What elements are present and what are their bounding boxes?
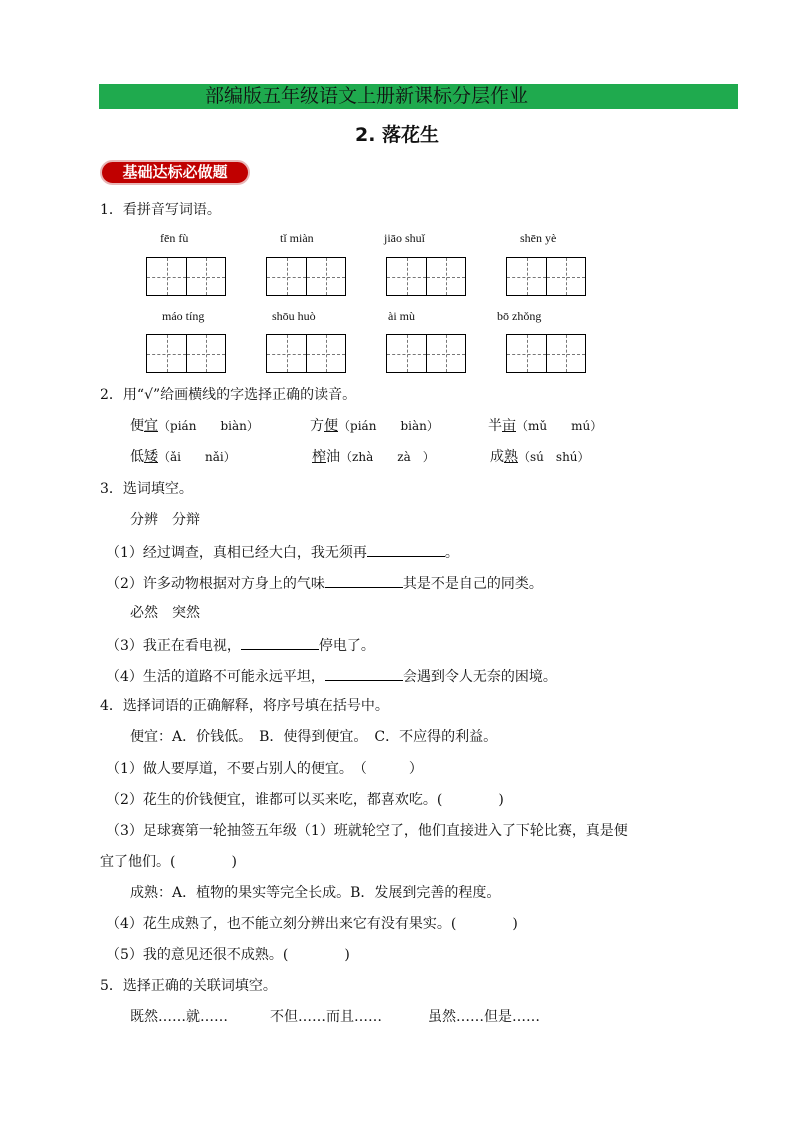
sentence: （3）我正在看电视， 停电了。 (106, 635, 375, 655)
q5-label: 5．选择正确的关联词填空。 (100, 978, 277, 994)
pinyin-7: ài mù (388, 309, 415, 323)
q4-label: 4．选择词语的正确解释，将序号填在括号中。 (100, 698, 389, 714)
writing-grid[interactable] (266, 257, 346, 296)
page-title: 2. 落花生 (354, 124, 440, 146)
section-badge: 基础达标必做题 (100, 160, 250, 185)
conjunction-option: 虽然……但是…… (428, 1009, 540, 1025)
writing-grid[interactable] (146, 334, 226, 373)
sentence: （1）做人要厚道，不要占别人的便宜。 （ ） (106, 761, 423, 777)
writing-grid[interactable] (386, 334, 466, 373)
q3-label: 3．选词填空。 (100, 481, 193, 497)
fill-blank[interactable] (325, 666, 403, 681)
q1-label: 1．看拼音写词语。 (100, 202, 221, 218)
sentence: （2）许多动物根据对方身上的气味 其是不是自己的同类。 (106, 573, 543, 593)
pinyin-6: shōu huò (272, 309, 316, 323)
writing-grid[interactable] (506, 257, 586, 296)
definition: 便宜：A．价钱低。 B．使得到便宜。 C．不应得的利益。 (130, 729, 498, 745)
writing-grid[interactable] (146, 257, 226, 296)
banner-text: 部编版五年级语文上册新课标分层作业 (205, 85, 529, 107)
pinyin-8: bō zhǒng (497, 309, 542, 323)
sentence: （2）花生的价钱便宜，谁都可以买来吃，都喜欢吃。( ) (106, 792, 504, 808)
sentence: （4）生活的道路不可能永远平坦， 会遇到令人无奈的困境。 (106, 666, 557, 686)
reading-item: 低矮（ǎi nǎi） (130, 449, 236, 465)
writing-grid[interactable] (266, 334, 346, 373)
word-choices: 必然 突然 (130, 605, 200, 621)
fill-blank[interactable] (367, 542, 445, 557)
reading-item: 半亩（mǔ mú） (488, 418, 603, 434)
sentence: （4）花生成熟了，也不能立刻分辨出来它有没有果实。( ) (106, 916, 518, 932)
q2-label: 2．用“√”给画横线的字选择正确的读音。 (100, 387, 357, 403)
sentence: （3）足球赛第一轮抽签五年级（1）班就轮空了，他们直接进入了下轮比赛，真是便 (106, 823, 628, 839)
reading-item: 方便（pián biàn） (310, 418, 439, 434)
reading-item: 榨油（zhà zà ） (312, 449, 435, 465)
writing-grid[interactable] (506, 334, 586, 373)
pinyin-3: jiāo shuǐ (384, 231, 425, 245)
conjunction-option: 既然……就…… (130, 1009, 228, 1025)
pinyin-2: tǐ miàn (280, 231, 314, 245)
sentence: 宜了他们。( ) (100, 854, 237, 870)
sentence: （5）我的意见还很不成熟。( ) (106, 947, 350, 963)
fill-blank[interactable] (241, 635, 319, 650)
reading-item: 便宜（pián biàn） (130, 418, 259, 434)
sentence: （1）经过调查，真相已经大白，我无须再 。 (106, 542, 459, 562)
conjunction-option: 不但……而且…… (270, 1009, 382, 1025)
pinyin-5: máo tíng (162, 309, 205, 323)
fill-blank[interactable] (325, 573, 403, 588)
word-choices: 分辨 分辩 (130, 512, 200, 528)
reading-item: 成熟（sú shú） (490, 449, 590, 465)
pinyin-4: shēn yè (520, 231, 557, 245)
pinyin-1: fēn fù (160, 231, 189, 245)
definition: 成熟：A．植物的果实等完全长成。B．发展到完善的程度。 (130, 885, 501, 901)
writing-grid[interactable] (386, 257, 466, 296)
